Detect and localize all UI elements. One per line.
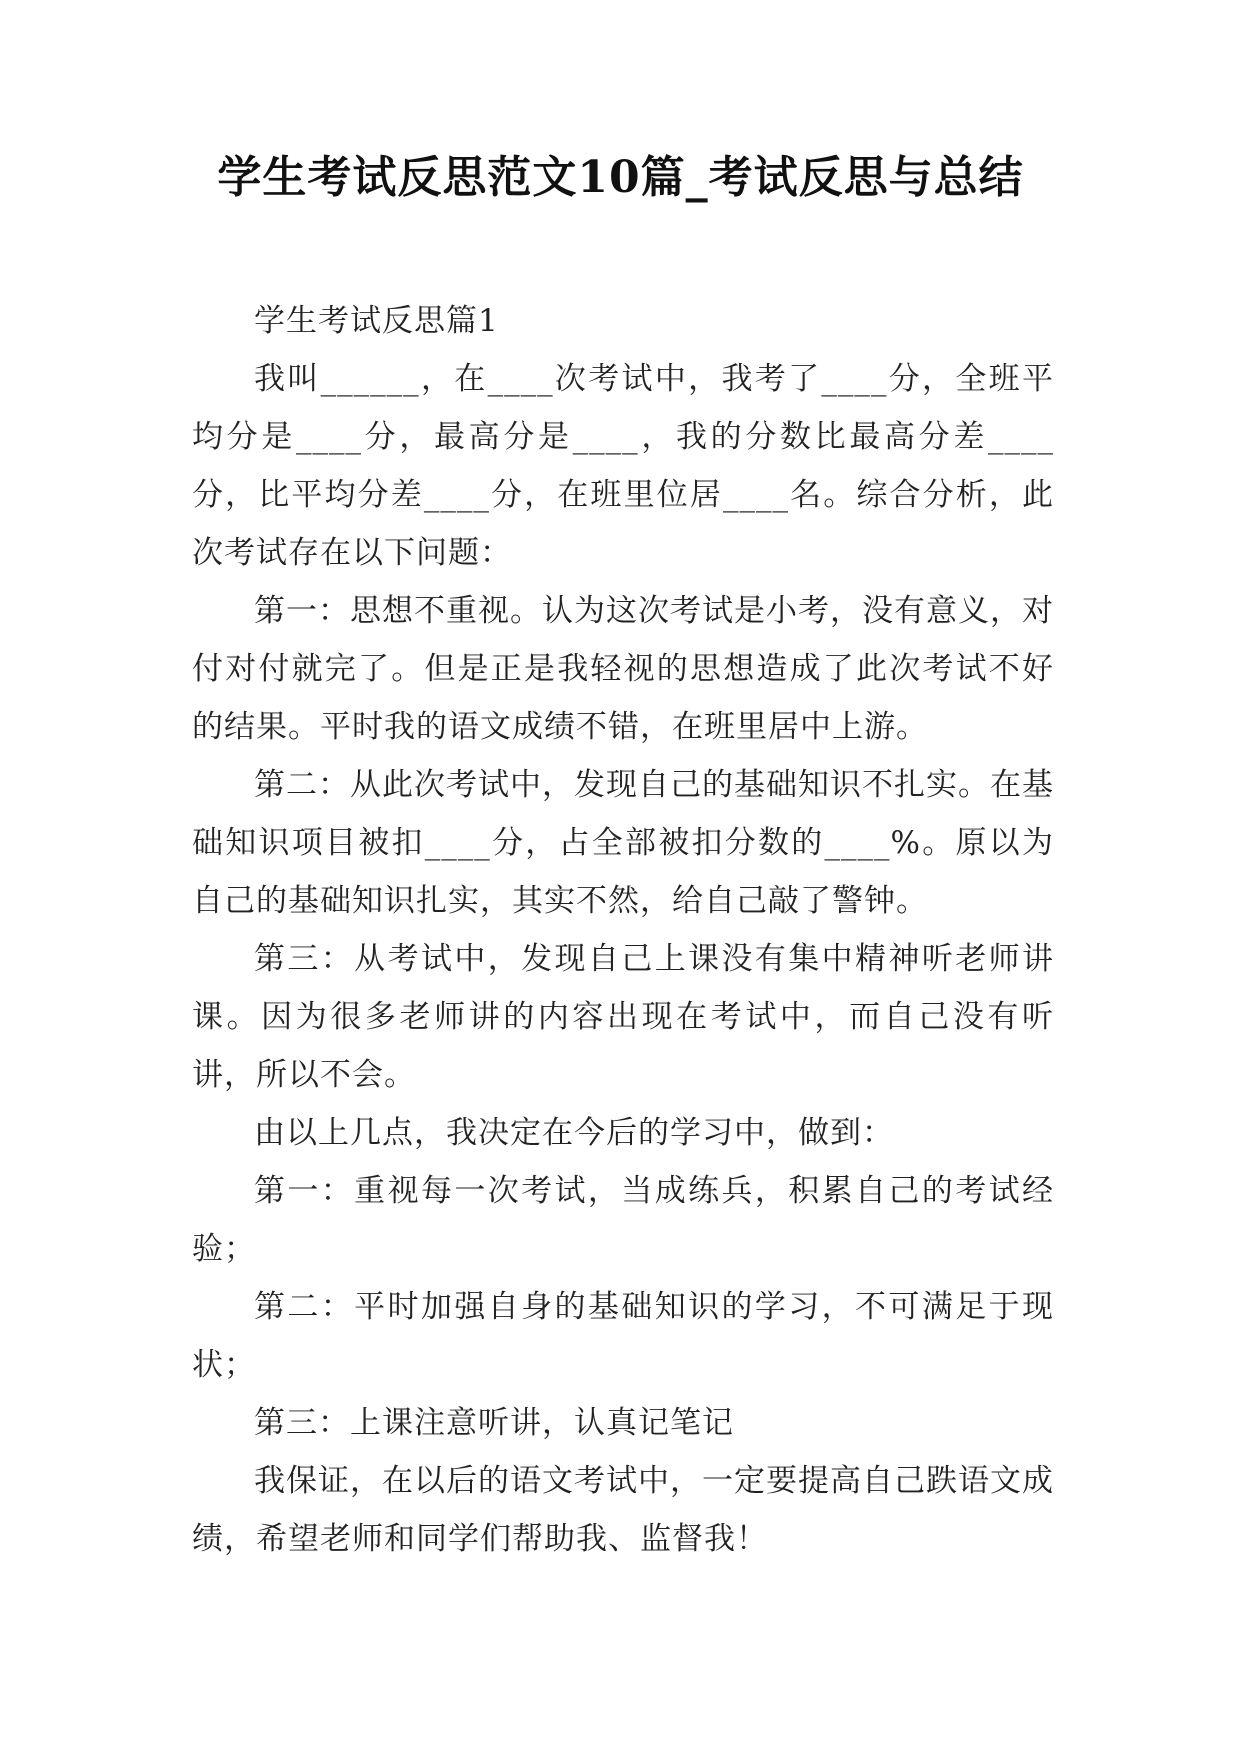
paragraph-resolution-3: 第三：上课注意听讲，认真记笔记 <box>254 1405 734 1441</box>
document-body <box>192 292 1054 1568</box>
paragraph-pledge: 我保证，在以后的语文考试中，一定要提高自己跌语文成绩，希望老师和同学们帮助我、监督我！ <box>192 1463 1054 1557</box>
paragraph-resolution-intro: 由以上几点，我决定在今后的学习中，做到： <box>254 1115 894 1151</box>
paragraph-problem-1: 第一：思想不重视。认为这次考试是小考，没有意义，对付对付就完了。但是正是我轻视的思想造成了此次考试不好的结果。平时我的语文成绩不错，在班里居中上游。 <box>192 593 1054 745</box>
paragraph-problem-3: 第三：从考试中，发现自己上课没有集中精神听老师讲课。因为很多老师讲的内容出现在考试中，而自己没有听讲，所以不会。 <box>192 941 1054 1093</box>
document-title: 学生考试反思范文10篇_考试反思与总结 <box>217 152 1024 203</box>
paragraph-problem-2: 第二：从此次考试中，发现自己的基础知识不扎实。在基础知识项目被扣____分，占全部被扣分数的____%。原以为自己的基础知识扎实，其实不然，给自己敲了警钟。 <box>192 767 1054 919</box>
paragraph-resolution-1: 第一：重视每一次考试，当成练兵，积累自己的考试经验； <box>192 1173 1054 1267</box>
paragraph-resolution-2: 第二：平时加强自身的基础知识的学习，不可满足于现状； <box>192 1289 1054 1383</box>
paragraph-intro: 我叫______，在____次考试中，我考了____分，全班平均分是____分，最高分是____，我的分数比最高分差____分，比平均分差____分，在班里位居____名。综合分析，此次考试存在以下问题： <box>192 361 1054 571</box>
section-heading: 学生考试反思篇1 <box>254 303 499 339</box>
